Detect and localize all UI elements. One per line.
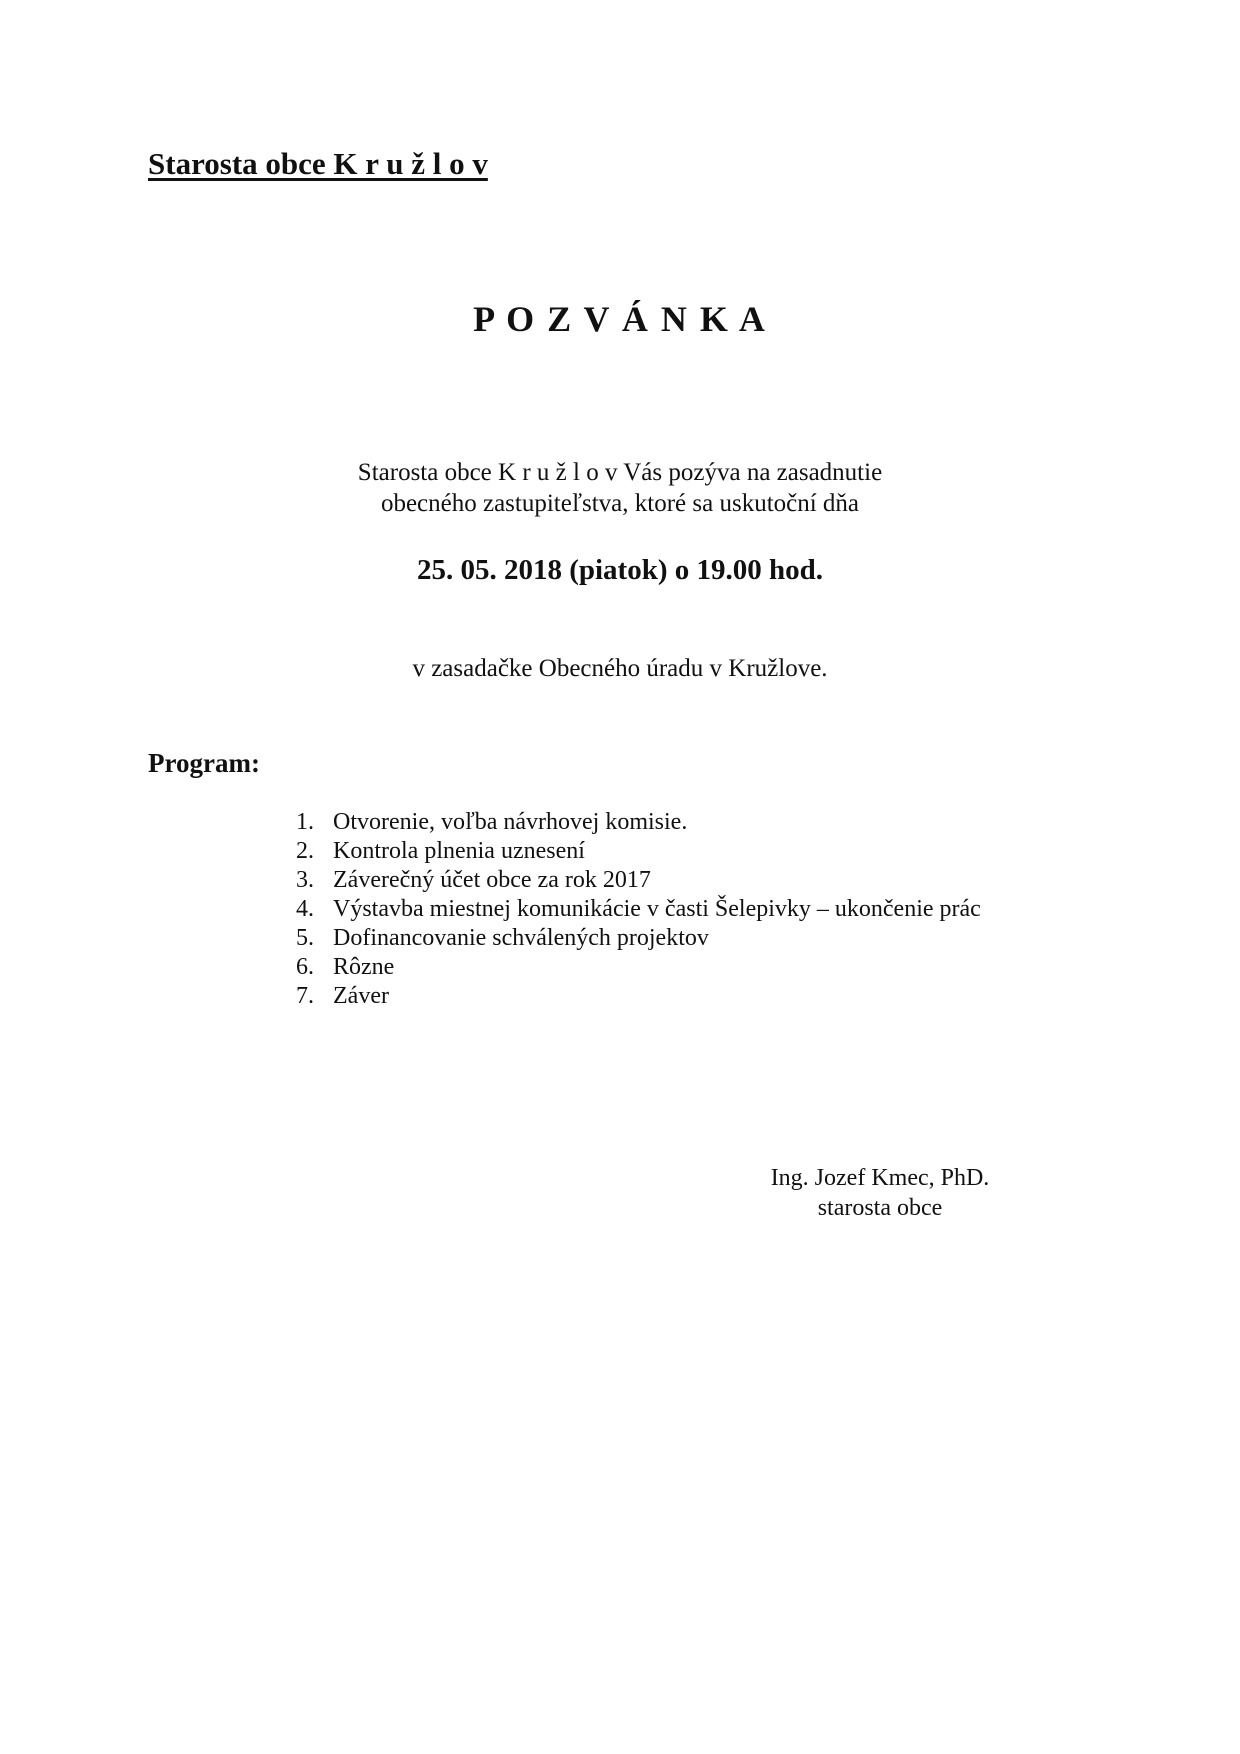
meeting-datetime: 25. 05. 2018 (piatok) o 19.00 hod. xyxy=(416,554,824,586)
list-item xyxy=(296,808,981,837)
list-item-number: 6. xyxy=(296,954,314,980)
list-item-text: Záverečný účet obce za rok 2017 xyxy=(333,867,651,893)
list-item-text: Záver xyxy=(333,983,389,1009)
list-item-number: 2. xyxy=(296,838,314,864)
list-item-text: Kontrola plnenia uznesení xyxy=(333,838,585,864)
list-item xyxy=(296,895,981,924)
list-item-number: 1. xyxy=(296,809,314,835)
list-item-text: Dofinancovanie schválených projektov xyxy=(333,925,709,951)
program-heading: Program: xyxy=(148,748,260,778)
list-item xyxy=(296,866,981,895)
program-list xyxy=(296,808,981,1011)
list-item xyxy=(296,953,981,982)
signature-role: starosta obce xyxy=(817,1195,943,1221)
list-item-number: 4. xyxy=(296,896,314,922)
signature-block xyxy=(760,1163,1000,1223)
list-item xyxy=(296,982,981,1011)
header-title: Starosta obce K r u ž l o v xyxy=(148,146,488,181)
meeting-venue: v zasadačke Obecného úradu v Kružlove. xyxy=(412,655,828,682)
intro-line-2: obecného zastupiteľstva, ktoré sa uskutoční dňa xyxy=(380,490,860,517)
list-item-text: Rôzne xyxy=(333,954,395,980)
list-item-text: Otvorenie, voľba návrhovej komisie. xyxy=(333,809,688,835)
list-item-number: 5. xyxy=(296,925,314,951)
intro-line-1: Starosta obce K r u ž l o v Vás pozýva na zasadnutie xyxy=(357,459,883,486)
list-item-number: 7. xyxy=(296,983,314,1009)
list-item-number: 3. xyxy=(296,867,314,893)
list-item-text: Výstavba miestnej komunikácie v časti Šelepivky – ukončenie prác xyxy=(333,896,981,922)
signature-name: Ing. Jozef Kmec, PhD. xyxy=(770,1165,990,1191)
invitation-title: P O Z V Á N K A xyxy=(473,299,767,339)
list-item xyxy=(296,924,981,953)
list-item xyxy=(296,837,981,866)
